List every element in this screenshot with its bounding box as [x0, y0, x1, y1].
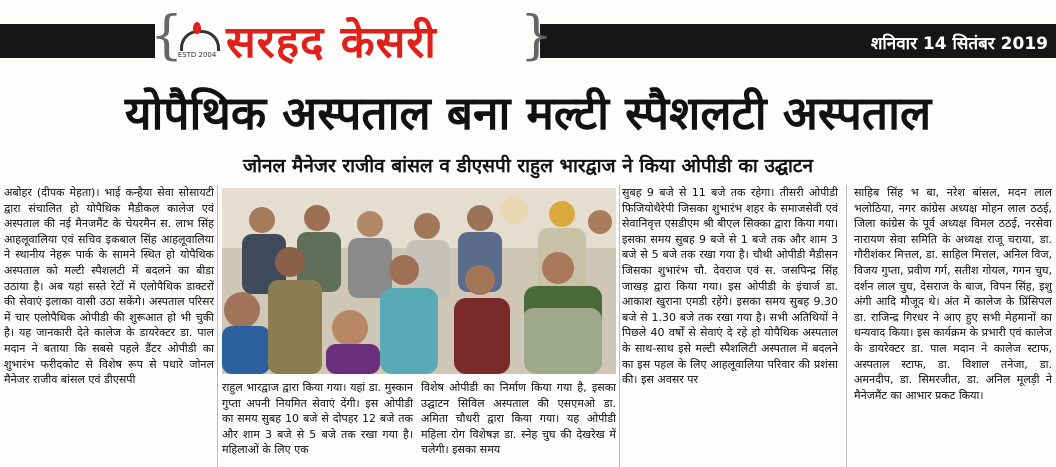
column-divider — [619, 185, 620, 467]
article-headline: योपैथिक अस्पताल बना मल्टी स्पैशलटी अस्पताल — [124, 86, 932, 140]
column-divider — [217, 185, 218, 467]
newspaper-title: सरहद केसरी — [226, 17, 437, 68]
news-photo — [222, 188, 616, 374]
article-column-1: अबोहर (दीपक मेहता)। भाई कन्हैया सेवा सोसायटी द्वारा संचालित हो योपैथिक मैडीकल कालेज एवं अस्पताल की नई मैनजमैंट के चेयरमैन स. लाभ सिंह आहलूवालिया एवं सचिव इकबाल सिंह आहलूवालिया ने स्थानीय नेहरू पार्क के सामने स्थित हो योपैथिक अस्पताल को मल्टी स्पैशलटी में बदलने का बीडा उठाया है। अब यहां सस्ते रेटों में एलोपैथिक डाक्टरों की सेवाएं इलाका वासी उठा सकेंगे। अस्पताल परिसर में चार एलोपैथिक ओपीडी की शुरूआत हो भी चुकी है। यह जानकारी देते कालेज के डायरेक्टर डा. पाल मदान ने बताया कि सबसे पहले डैंटर ओपीडी का शुभारंभ फरीदकोट से विशेष रूप से पधारे जोनल मैनेजर राजीव बांसल एवं डीएसपी — [4, 186, 214, 387]
college-emblem-icon — [176, 24, 218, 62]
issue-date: शनिवार 14 सितंबर 2019 — [870, 34, 1048, 54]
article-column-2: राहुल भारद्वाज द्वारा किया गया। यहां डा. मुस्कान गुप्ता अपनी नियमित सेवाएं देंगी। इस ओपीडी का समय सुबह 10 बजे से दोपहर 12 बजे तक और शाम 3 बजे से 5 बजे तक रखा गया है। महिलाओं के लिए एक — [222, 381, 413, 457]
column-divider — [846, 185, 847, 467]
article-column-3: विशेष ओपीडी का निर्माण किया गया है, इसका उद्घाटन सिविल अस्पताल की एसएमओ डा. अमिता चौधरी द्वारा किया गया। यह ओपीडी महिला रोग विशेषज्ञ डा. स्नेह चुघ की देखरेख में चलेगी। इसका समय — [421, 381, 616, 457]
right-brace-ornament: } — [520, 6, 554, 66]
article-column-4: सुबह 9 बजे से 11 बजे तक रहेगा। तीसरी ओपीडी फिजियोथैरेपी जिसका शुभारंभ शहर के समाजसेवी एवं सेवानिवृत्त एसडीएम श्री बीएल सिक्का द्वारा किया गया। इसका समय सुबह 9 बजे से 1 बजे तक और शाम 3 बजे से 5 बजे तक रखा गया है। चौथी ओपीडी मैडीसन जिसका शुभारंभ चौ. देवराज एवं स. जसपिन्द्र सिंह जाखड़ द्वारा किया गया। इस ओपीडी के इंचार्ज डा. आकाश खुराना एमडी रहेंगे। इसका समय सुबह 9.30 बजे से 1.30 बजे तक रखा गया है। सभी अतिथियों ने पिछले 40 वर्षों से सेवाएं दे रहे हो योपैथिक अस्पताल के साथ-साथ इसे मल्टी स्पैशलिटी अस्पताल में बदलने का इस पहल के लिए आहलूवालिया परिवार की प्रशंसा की। इस अवसर पर — [622, 186, 838, 387]
left-brace-ornament: { — [150, 6, 184, 66]
emblem-est-text: ESTD 2004 — [177, 51, 217, 59]
article-subheadline: जोनल मैनेजर राजीव बांसल व डीएसपी राहुल भारद्वाज ने किया ओपीडी का उद्घाटन — [242, 155, 814, 177]
article-column-5: साहिब सिंह भ बा, नरेश बांसल, मदन लाल भलोठिया, नगर कांग्रेस अध्यक्ष मोहन लाल ठठई, जिला कांग्रेस के पूर्व अध्यक्ष विमल ठठई, नरसेवा नारायण सेवा समिति के अध्यक्ष राजू चराया, डा. गौरीशंकर मित्तल, डा. साहिल मित्तल, अनिल विज, विजय गुप्ता, प्रवीण गर्ग, सतीश गोयल, गगन चुघ, दर्शन लाल चुघ, देसराज के बाज, विपन सिंह, इशु अंगी आदि मौजूद थे। अंत में कालेज के प्रिंसिपल डा. राजिन्द्र गिरधर ने आए हुए सभी मेहमानों का धन्यवाद किया। इस कार्यक्रम के प्रभारी एवं कालेज के डायरेक्टर डा. पाल मदान ने कालेज स्टाफ, अस्पताल स्टाफ, डा. विशाल तनेजा, डा. अमनदीप, डा. सिमरजीत, डा. अनिल मूलड़ी ने मैनेजमैंट का आभार प्रकट किया। — [854, 186, 1052, 402]
